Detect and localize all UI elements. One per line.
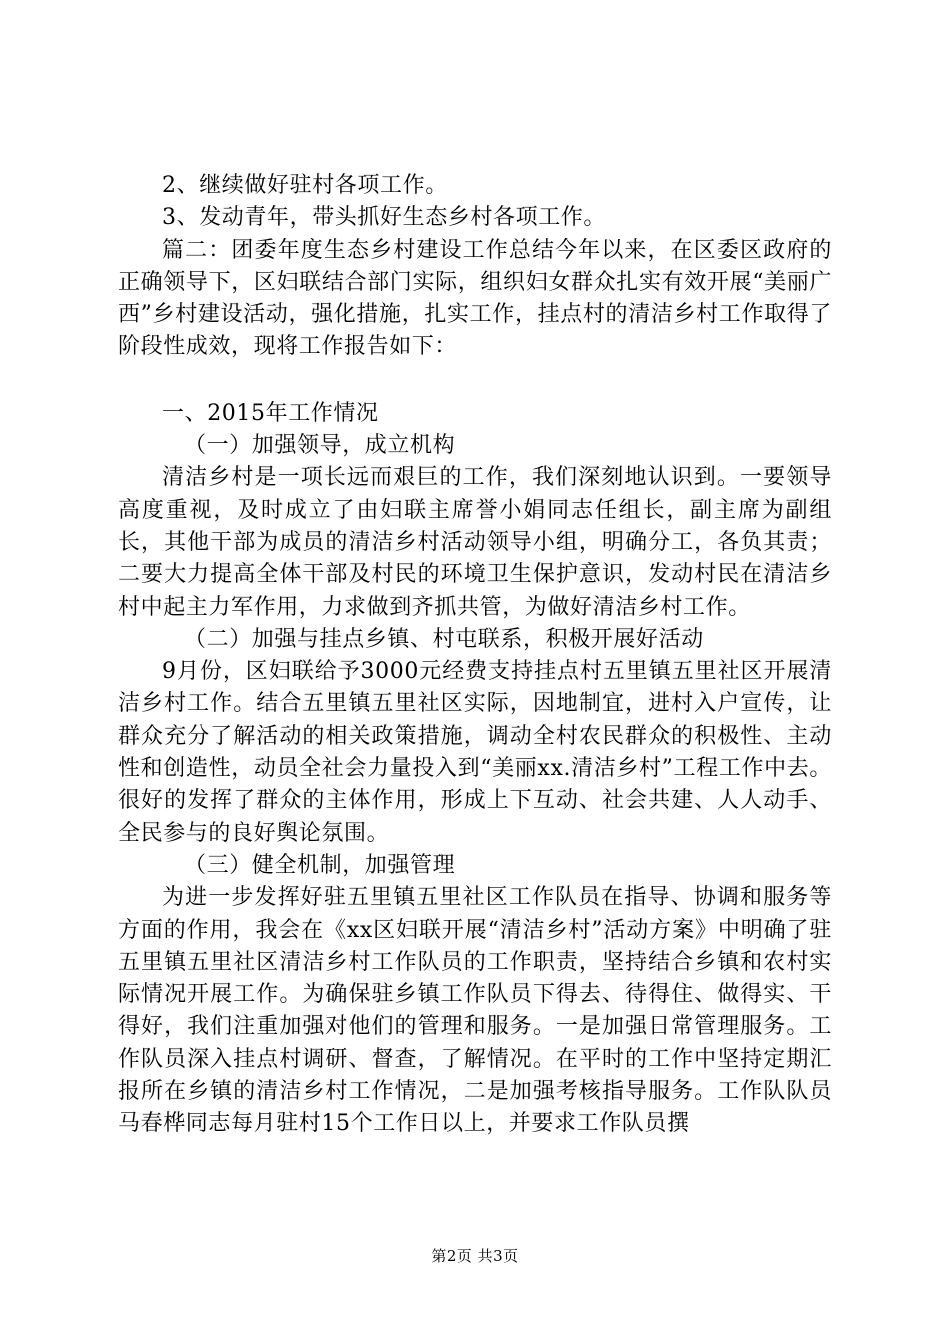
subsection-heading-2: （二）加强与挂点乡镇、村屯联系，积极开展好活动 [184,626,704,652]
paragraph-item-3: 3、发动青年，带头抓好生态乡村各项工作。 [162,205,606,231]
page-footer: 第2页 共3页 [431,1247,519,1265]
subsection-body-1: 清洁乡村是一项长远而艰巨的工作，我们深刻地认识到。一要领导高度重视，及时成立了由妇联主席誉小娟同志任组长，副主席为副组长，其他干部为成员的清洁乡村活动领导小组，明确分工，各负其责；二要大力提高全体干部及村民的环境卫生保护意识，发动村民在清洁乡村中起主力军作用，力求做到齐抓共管，为做好清洁乡村工作。 [118,465,832,620]
paragraph-item-2: 2、继续做好驻村各项工作。 [162,173,448,198]
document-body [118,170,832,1141]
paragraph-spacer [118,364,832,398]
subsection-body-3: 为进一步发挥好驻五里镇五里社区工作队员在指导、协调和服务等方面的作用，我会在《xx区妇联开展“清洁乡村”活动方案》中明确了驻五里镇五里社区清洁乡村工作队员的工作职责，坚持结合乡镇和农村实际情况开展工作。为确保驻乡镇工作队员下得去、待得住、做得实、干得好，我们注重加强对他们的管理和服务。一是加强日常管理服务。工作队员深入挂点村调研、督查，了解情况。在平时的工作中坚持定期汇报所在乡镇的清洁乡村工作情况，二是加强考核指导服务。工作队队员马春桦同志每月驻村15个工作日以上，并要求工作队员撰 [118,885,832,1137]
subsection-heading-3: （三）健全机制，加强管理 [184,852,456,878]
section-heading: 一、2015年工作情况 [162,400,379,426]
subsection-body-2: 9月份，区妇联给予3000元经费支持挂点村五里镇五里社区开展清洁乡村工作。结合五里镇五里社区实际，因地制宜，进村入户宣传，让群众充分了解活动的相关政策措施，调动全村农民群众的积极性、主动性和创造性，动员全社会力量投入到“美丽xx.清洁乡村”工程工作中去。很好的发挥了群众的主体作用，形成上下互动、社会共建、人人动手、全民参与的良好舆论氛围。 [118,659,832,846]
subsection-heading-1: （一）加强领导，成立机构 [184,433,456,459]
paragraph-intro: 篇二：团委年度生态乡村建设工作总结今年以来，在区委区政府的正确领导下，区妇联结合部门实际，组织妇女群众扎实有效开展“美丽广西”乡村建设活动，强化措施，扎实工作，挂点村的清洁乡村工作取得了阶段性成效，现将工作报告如下： [118,237,832,360]
